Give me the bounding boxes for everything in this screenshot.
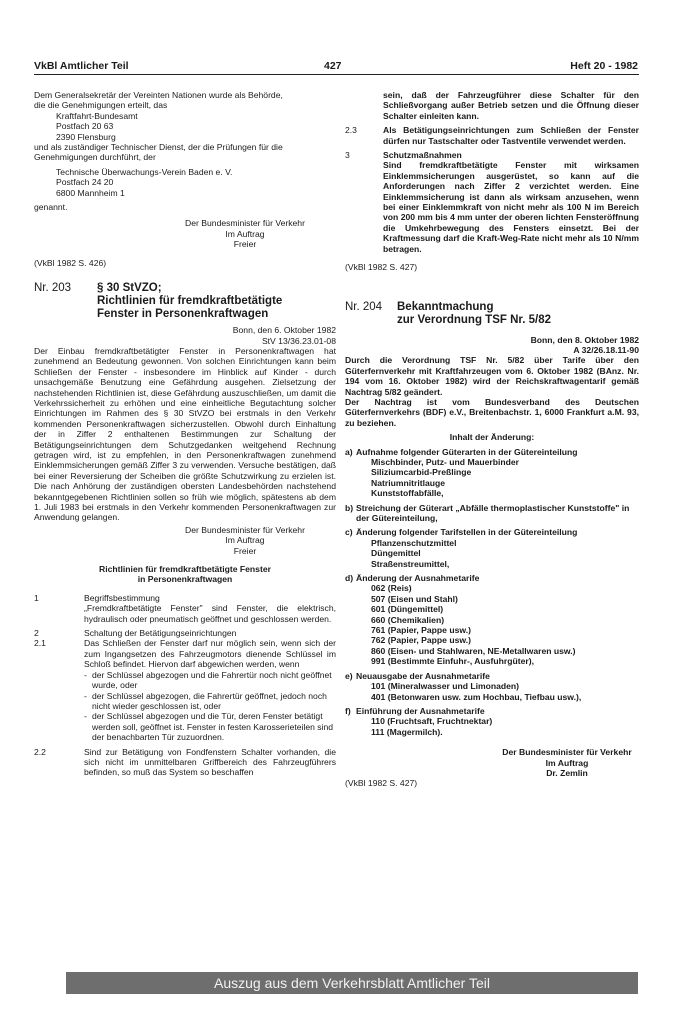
date-line: Bonn, den 8. Oktober 1982 [530,334,639,345]
signature-block [34,525,336,556]
lettered-item [345,573,639,667]
guideline-title: in Personenkraftwagen [137,574,233,585]
address-line: 6800 Mannheim 1 [56,187,125,198]
item-text: sein, daß der Fahrzeugführer diese Schalter für den Schließvorgang außer Betrieb setzen und die Öffnung dieser Schalter einleiten kann. [383,90,639,121]
dash-item: - der Schlüssel abgezogen und die Fahrertür noch nicht geöffnet wurde, oder [84,670,336,691]
reference: (VkBl 1982 S. 426) [34,257,107,268]
item-number: 2.3 [345,125,357,136]
sub-item: 860 (Eisen- und Stahlwaren, NE-Metallwaren usw.) [371,645,576,656]
lettered-item [345,671,639,702]
footer-banner: Auszug aus dem Verkehrsblatt Amtlicher Teil [66,972,638,994]
reference: (VkBl 1982 S. 427) [345,778,418,789]
item-heading: Begriffsbestimmung [84,592,160,603]
item-text: Sind fremdkraftbetätigte Fenster mit wirksamen Einklemmsicherungen ausgerüstet, so kann auf die Anforderungen nach Ziffer 2 verzichtet werden. Eine Einklemmsicherung ist dann als wirksam anzusehen, wenn bei einer Einklemmkraft von nicht mehr als 100 N im Bereich von 200 mm bis 4 mm unter der oberen lichten Fensteröffnung die Umkehrbewegung des Fensters einsetzt. Bei der Kraftmessung darf die Kraft-Weg-Rate nicht mehr als 10 N/mm betragen. [383,160,639,254]
signature-line: Freier [233,545,257,556]
intro-line: Dem Generalsekretär der Vereinten Nationen wurde als Behörde, [34,90,283,100]
section-title-line: Fenster in Personenkraftwagen [97,308,269,321]
signature-line: Im Auftrag [225,535,265,546]
journal-title: VkBl Amtlicher Teil [34,60,129,72]
numbered-item [345,150,639,254]
item-text: Aufnahme folgender Güterarten in der Gütereinteilung [356,446,578,457]
signature-line: Im Auftrag [225,228,265,239]
reference: (VkBl 1982 S. 427) [345,262,418,273]
sub-item: 761 (Papier, Pappe usw.) [371,625,471,636]
intro-line: und als zuständiger Technischer Dienst, der die Prüfungen für die [34,142,283,153]
contents-heading: Inhalt der Änderung: [449,432,535,443]
item-number: 3 [345,150,350,161]
sub-item: 507 (Eisen und Stahl) [371,593,458,604]
signature-line: Freier [233,239,257,250]
item-letter: c) [345,527,353,538]
signature-line: Dr. Zemlin [546,767,588,778]
issue-number: Heft 20 - 1982 [570,60,638,72]
numbered-item-continuation [345,90,639,121]
item-letter: f) [345,705,351,716]
address-line: Postfach 24 20 [56,177,114,188]
address-line: Postfach 20 63 [56,121,114,132]
section-number: Nr. 204 [345,300,383,313]
sub-item: 062 (Reis) [371,583,412,594]
sub-item: 110 (Fruchtsaft, Fruchtnektar) [371,716,493,727]
item-letter: e) [345,670,353,681]
lettered-item [345,447,639,499]
genannt-text: genannt. [34,202,68,213]
item-letter: b) [345,502,354,513]
lettered-item [345,706,639,737]
item-number: 1 [34,592,39,603]
sub-item: Düngemittel [371,548,421,559]
sub-item: 660 (Chemikalien) [371,614,445,625]
item-text: Neuausgabe der Ausnahmetarife [356,670,490,681]
sub-item: Mischbinder, Putz- und Mauerbinder [371,456,520,467]
sub-item: Natriumnitritlauge [371,477,446,488]
intro-line: Genehmigungen durchführt, der [34,152,156,163]
signature-line: Der Bundesminister für Verkehr [185,524,305,535]
item-heading: Schutzmaßnahmen [383,150,462,161]
item-text: Änderung folgender Tarifstellen in der Gütereinteilung [356,527,578,538]
numbered-item [34,638,336,742]
item-text: Als Betätigungseinrichtungen zum Schließen der Fenster dürfen nur Tastschalter oder Tastventile verwendet werden. [383,125,639,146]
item-letter: d) [345,573,354,584]
page-number: 427 [324,60,342,72]
numbered-item [34,747,336,778]
sub-item: Kunststoffabfälle, [371,488,444,499]
sub-item: 401 (Betonwaren usw. zum Hochbau, Tiefbau usw.), [371,691,582,702]
numbered-item [34,628,336,638]
dash-item: - der Schlüssel abgezogen und die Tür, deren Fenster betätigt werden soll, geöffnet ist. Fenster in festen Karosserieteilen sind der benachbarten Tür zuzuordnen. [84,711,336,742]
sub-item: 101 (Mineralwasser und Limonaden) [371,681,520,692]
body-paragraph: Durch die Verordnung TSF Nr. 5/82 über Tarife über den Güterfernverkehr mit Kraftfahrzeugen vom 6. Oktober 1982 (BAnz. Nr. 194 vom 16. Oktober 1982) wird der Reichskraftwagentarif gemäß Nachtrag 5/82 geändert. [345,355,639,397]
left-column [34,90,336,778]
sub-item: Pflanzenschutzmittel [371,537,457,548]
signature-block [345,747,639,778]
sub-item: 111 (Magermilch). [371,726,443,737]
body-paragraph: Der Einbau fremdkraftbetätigter Fenster in Personenkraftwagen hat zunehmend an Bedeutung gewonnen. Von solchen Einrichtungen kann beim Schließen der Fenster - insbesondere im Hinblick auf Kinder - durch unsachgemäße Benutzung eine Gefährdung ausgehen. Zielsetzung der nachstehenden Richtlinien ist, diese Gefährdung auszuschließen, um damit die Verkehrssicherheit zu erhöhen und eine einheitliche Begutachtung solcher Einrichtungen im Rahmen des § 30 StVZO bei erstmals in den Verkehr kommenden Personenkraftwagen sicherzustellen. Obwohl durch Einhaltung der in Ziffer 2 enthaltenen Bestimmungen zur Schaltung der Betätigungseinrichtungen dem Schutzgedanken weitgehend Rechnung getragen wird, ist zu empfehlen, in den Personenkraftwagen zunehmend Einklemmsicherungen gemäß Ziffer 3 zu verwenden. Versuche bestätigen, daß bei einer Reversierung der Scheiben die größte Schutzwirkung zu erzielen ist. Die nach Anhörung der zuständigen obersten Landesbehörden nachstehend bekanntgegebenen Richtlinien sollen so früh wie möglich, spätestens ab dem 1. Juli 1983 bei erstmals in den Verkehr kommenden Personenkraftwagen zur Anwendung gelangen. [34,345,336,523]
item-number: 2 [34,628,39,639]
item-text: Streichung der Güterart „Abfälle thermoplastischer Kunststoffe" in der Gütereinteilung, [356,502,630,523]
right-column [345,90,639,789]
section-number: Nr. 203 [34,282,72,295]
section-title-line: Bekanntmachung [397,300,494,313]
item-letter: a) [345,446,353,457]
section-heading-nr204 [345,301,639,327]
section-title-line: § 30 StVZO; [97,282,162,295]
guideline-title: Richtlinien für fremdkraftbetätigte Fenster [99,564,271,575]
item-text: Das Schließen der Fenster darf nur möglich sein, wenn sich der zum Ingangsetzen des Fahrzeugmotors dienende Schlüssel im Schloß befindet. Hiervon darf abgewichen werden, wenn [84,638,336,670]
lettered-item [345,503,639,524]
body-paragraph: Der Nachtrag ist vom Bundesverband des Deutschen Güterfernverkehrs (BDF) e.V., Breitenbachstr. 1, 6000 Frankfurt a.M. 93, zu beziehen. [345,396,639,428]
sub-item: Straßenstreumittel, [371,558,450,569]
file-reference: A 32/26.18.11-90 [573,344,639,355]
signature-block [34,218,336,249]
signature-line: Im Auftrag [545,757,589,768]
item-number: 2.1 [34,638,46,649]
section-heading-nr203 [34,282,336,321]
section-title-line: zur Verordnung TSF Nr. 5/82 [397,313,552,326]
sub-item: Siliziumcarbid-Preßlinge [371,467,472,478]
item-heading: Schaltung der Betätigungseinrichtungen [84,628,237,639]
dash-item: - der Schlüssel abgezogen, die Fahrertür geöffnet, jedoch noch nicht wieder geschlossen ist, oder [84,691,336,712]
address-line: Kraftfahrt-Bundesamt [56,110,138,121]
intro-line: die die Genehmigungen erteilt, das [34,100,168,111]
item-text: „Fremdkraftbetätigte Fenster" sind Fenster, die elektrisch, hydraulisch oder pneumatisch geöffnet und geschlossen werden. [84,603,336,624]
numbered-item [345,125,639,146]
section-title-line: Richtlinien für fremdkraftbetätigte [97,295,283,308]
lettered-item [345,527,639,569]
signature-line: Der Bundesminister für Verkehr [502,747,632,758]
sub-item: 991 (Bestimmte Einfuhr-, Ausfuhrgüter), [371,656,534,667]
address-line: 2390 Flensburg [56,131,116,142]
item-text: Einführung der Ausnahmetarife [356,705,485,716]
sub-item: 601 (Düngemittel) [371,604,444,615]
address-line: Technische Überwachungs-Verein Baden e. V. [56,166,233,177]
signature-line: Der Bundesminister für Verkehr [185,218,305,229]
item-text: Sind zur Betätigung von Fondfenstern Schalter vorhanden, die sich nicht im unmittelbaren Griffbereich des Fahrzeugführers befinden, so muß das System so beschaffen [84,746,336,778]
file-reference: StV 13/36.23.01-08 [261,335,336,346]
item-number: 2.2 [34,746,46,757]
date-line: Bonn, den 6. Oktober 1982 [232,325,336,336]
header-rule [34,74,639,75]
numbered-item [34,593,336,624]
item-text: Änderung der Ausnahmetarife [356,573,480,584]
sub-item: 762 (Papier, Pappe usw.) [371,635,471,646]
